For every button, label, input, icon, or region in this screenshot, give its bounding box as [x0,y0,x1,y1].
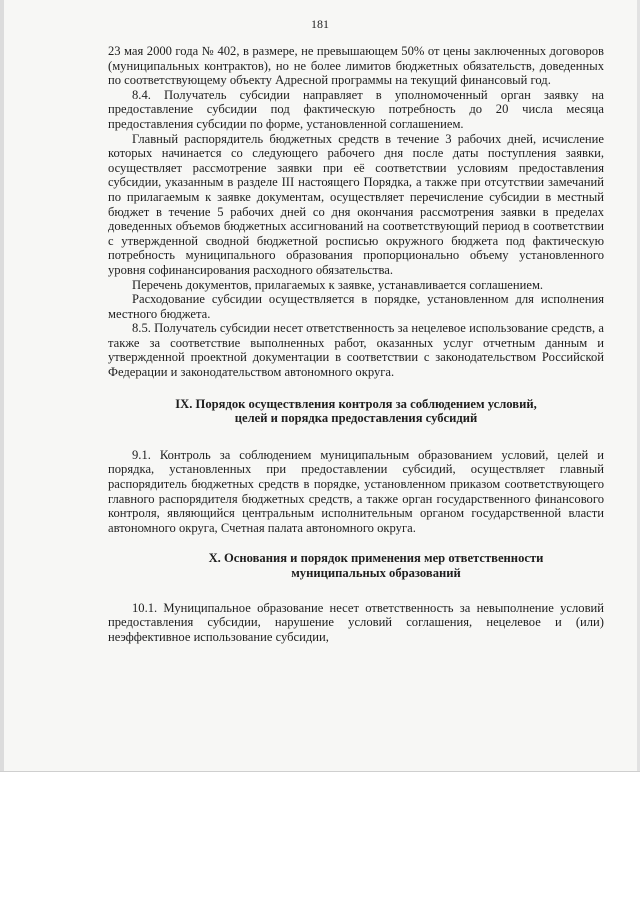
paragraph-8-4: 8.4. Получатель субсидии направляет в уполномоченный орган заявку на предоставление субсидии под фактическую потребность до 20 числа месяца предоставления субсидии по форме, установленной соглашением. [108,87,604,131]
paragraph-8-5: 8.5. Получатель субсидии несет ответственность за нецелевое использование средств, а также за соответствие выполненных работ, оказанных услуг отчетным данным и утвержденной проектной документации в соответствии с законодательством Российской Федерации и законодательством автономного округа. [108,321,604,380]
page-number: 181 [311,17,329,31]
paragraph-9-1: 9.1. Контроль за соблюдением муниципальным образованием условий, целей и порядка, установленных при предоставлении субсидий, осуществляет главный распорядитель бюджетных средств в порядке, установленном приказом соответствующего главного распорядителя бюджетных средств, а также орган государственного финансового контроля, являющийся центральным исполнительным органом государственной власти автономного округа, Счетная палата автономного округа. [108,447,604,535]
paragraph-10-1: 10.1. Муниципальное образование несет ответственность за невыполнение условий предоставления субсидии, нарушение условий соглашения, нецелевое и (или) неэффективное использование субсидии, [108,600,604,644]
section-ix-heading-line1: IX. Порядок осуществления контроля за соблюдением условий, [175,396,537,411]
section-x-heading-line2: муниципальных образований [291,566,461,580]
page-edge-left [0,0,4,771]
section-x-heading-line1: X. Основания и порядок применения мер ответственности [208,551,544,566]
section-ix-heading-line2: целей и порядка предоставления субсидий [234,411,478,426]
paragraph-continuation: 23 мая 2000 года № 402, в размере, не превышающем 50% от цены заключенных договоров (муниципальных контрактов), но не более лимитов бюджетных обязательств, доведенных по соответствующему объекту Адресной программы на текущий финансовый год. [108,44,604,88]
paragraph-review: Главный распорядитель бюджетных средств в течение 3 рабочих дней, исчисление которых начинается со следующего рабочего дня после даты поступления заявки, осуществляет рассмотрение заявки при её соответствии условиям предоставления субсидии, указанным в разделе III настоящего Порядка, а также при отсутствии замечаний по прилагаемым к заявке документам, осуществляет перечисление субсидии в местный бюджет в течение 5 рабочих дней со дня окончания рассмотрения заявки в пределах доведенных объемов бюджетных ассигнований на соответствующий период в соответствии с утвержденной сводной бюджетной росписью окружного бюджета под фактическую потребность муниципального образования пропорционально объему установленного уровня софинансирования расходного обязательства. [108,131,604,277]
paragraph-spending: Расходование субсидии осуществляется в порядке, установленном для исполнения местного бюджета. [108,292,604,321]
document-body [108,44,604,644]
section-ix-heading [108,397,604,426]
paragraph-documents-list: Перечень документов, прилагаемых к заявке, устанавливается соглашением. [132,277,544,292]
section-x-heading [108,551,604,580]
